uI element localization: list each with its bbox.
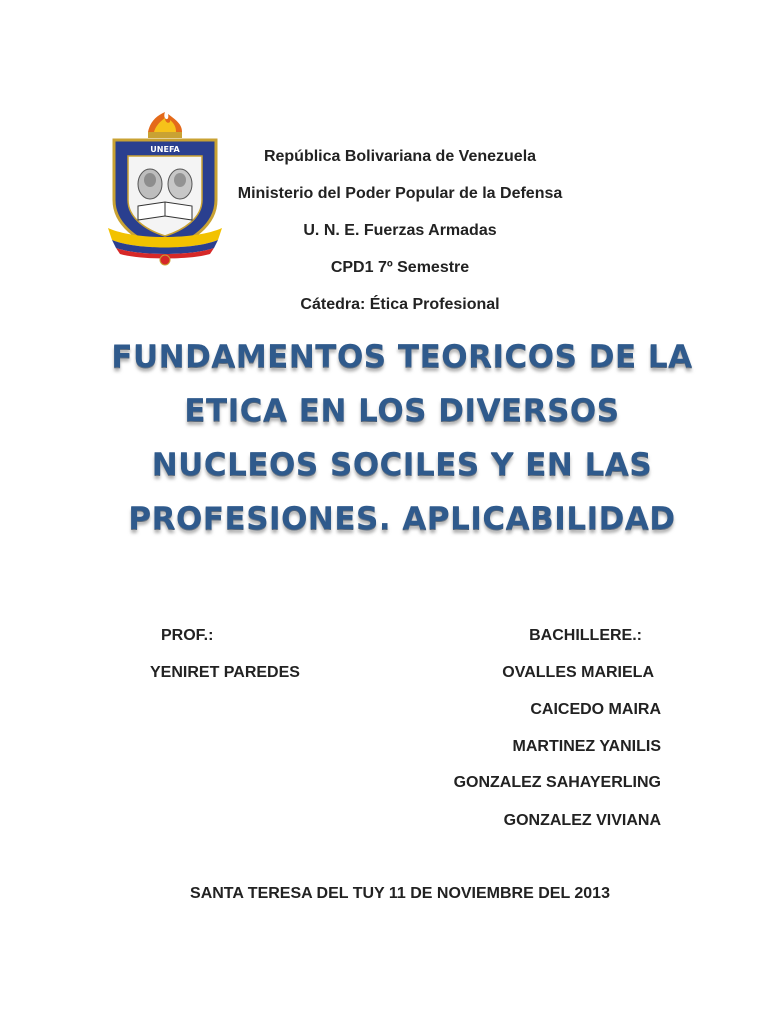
header-course: Cátedra: Ética Profesional (300, 296, 500, 313)
svg-text:UNEFA: UNEFA (150, 145, 180, 154)
title-line: FUNDAMENTOS TEORICOS DE LA (111, 339, 693, 375)
student-name: OVALLES MARIELA (502, 664, 654, 681)
header-university: U. N. E. Fuerzas Armadas (303, 222, 497, 239)
title-line: ETICA EN LOS DIVERSOS (184, 393, 620, 429)
document-title (100, 330, 704, 546)
header-country: República Bolivariana de Venezuela (263, 148, 537, 165)
title-line: PROFESIONES. APLICABILIDAD (128, 501, 676, 537)
professor-name: YENIRET PAREDES (150, 664, 300, 681)
student-name: MARTINEZ YANILIS (512, 738, 661, 755)
student-name: CAICEDO MAIRA (530, 701, 661, 718)
place-date: SANTA TERESA DEL TUY 11 DE NOVIEMBRE DEL 2013 (190, 885, 610, 902)
students-label: BACHILLERE.: (529, 627, 642, 644)
student-name: GONZALEZ SAHAYERLING (453, 774, 661, 791)
title-line: NUCLEOS SOCILES Y EN LAS (151, 447, 653, 483)
professor-label: PROF.: (161, 627, 214, 644)
student-name: GONZALEZ VIVIANA (503, 812, 661, 829)
header-ministry: Ministerio del Poder Popular de la Defensa (237, 185, 563, 202)
header-semester: CPD1 7º Semestre (330, 259, 470, 276)
